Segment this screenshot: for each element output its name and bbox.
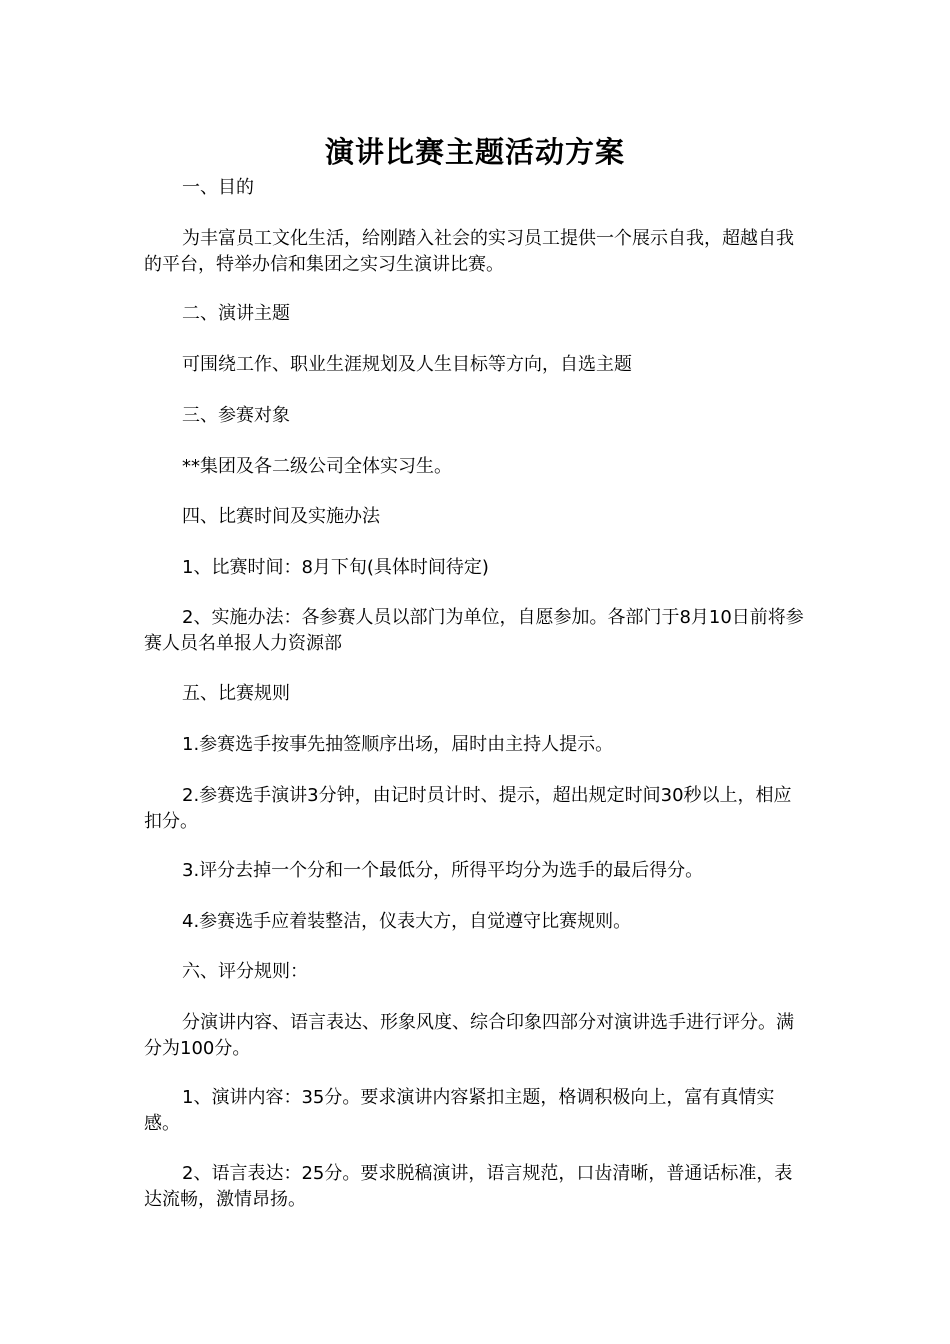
heading-purpose: 一、目的 (182, 177, 254, 198)
heading-theme: 二、演讲主题 (182, 303, 290, 324)
paragraph-rule-2: 2.参赛选手演讲3分钟，由记时员计时、提示，超出规定时间30秒以上，相应扣分。 (144, 785, 792, 832)
heading-scoring: 六、评分规则： (182, 961, 308, 982)
paragraph-time: 1、比赛时间：8月下旬(具体时间待定) (182, 557, 489, 578)
paragraph-rule-1: 1.参赛选手按事先抽签顺序出场，届时由主持人提示。 (182, 734, 614, 755)
paragraph-purpose: 为丰富员工文化生活，给刚踏入社会的实习员工提供一个展示自我，超越自我的平台，特举办信和集团之实习生演讲比赛。 (144, 228, 794, 275)
paragraph-rule-4: 4.参赛选手应着装整洁，仪表大方，自觉遵守比赛规则。 (182, 911, 632, 932)
paragraph-participants: **集团及各二级公司全体实习生。 (182, 456, 452, 477)
heading-participants: 三、参赛对象 (182, 405, 290, 426)
heading-time-method: 四、比赛时间及实施办法 (182, 506, 380, 527)
document-title: 演讲比赛主题活动方案 (324, 135, 625, 169)
heading-rules: 五、比赛规则 (182, 683, 290, 704)
paragraph-rule-3: 3.评分去掉一个分和一个最低分，所得平均分为选手的最后得分。 (182, 860, 704, 881)
paragraph-theme: 可围绕工作、职业生涯规划及人生目标等方向，自选主题 (182, 354, 632, 375)
paragraph-scoring-content: 1、演讲内容：35分。要求演讲内容紧扣主题，格调积极向上，富有真情实感。 (144, 1087, 775, 1134)
paragraph-scoring-language: 2、语言表达：25分。要求脱稿演讲，语言规范，口齿清晰，普通话标准，表达流畅，激情昂扬。 (144, 1163, 793, 1210)
paragraph-method: 2、实施办法：各参赛人员以部门为单位，自愿参加。各部门于8月10日前将参赛人员名单报人力资源部 (144, 607, 804, 654)
paragraph-scoring-intro: 分演讲内容、语言表达、形象风度、综合印象四部分对演讲选手进行评分。满分为100分。 (144, 1012, 794, 1059)
